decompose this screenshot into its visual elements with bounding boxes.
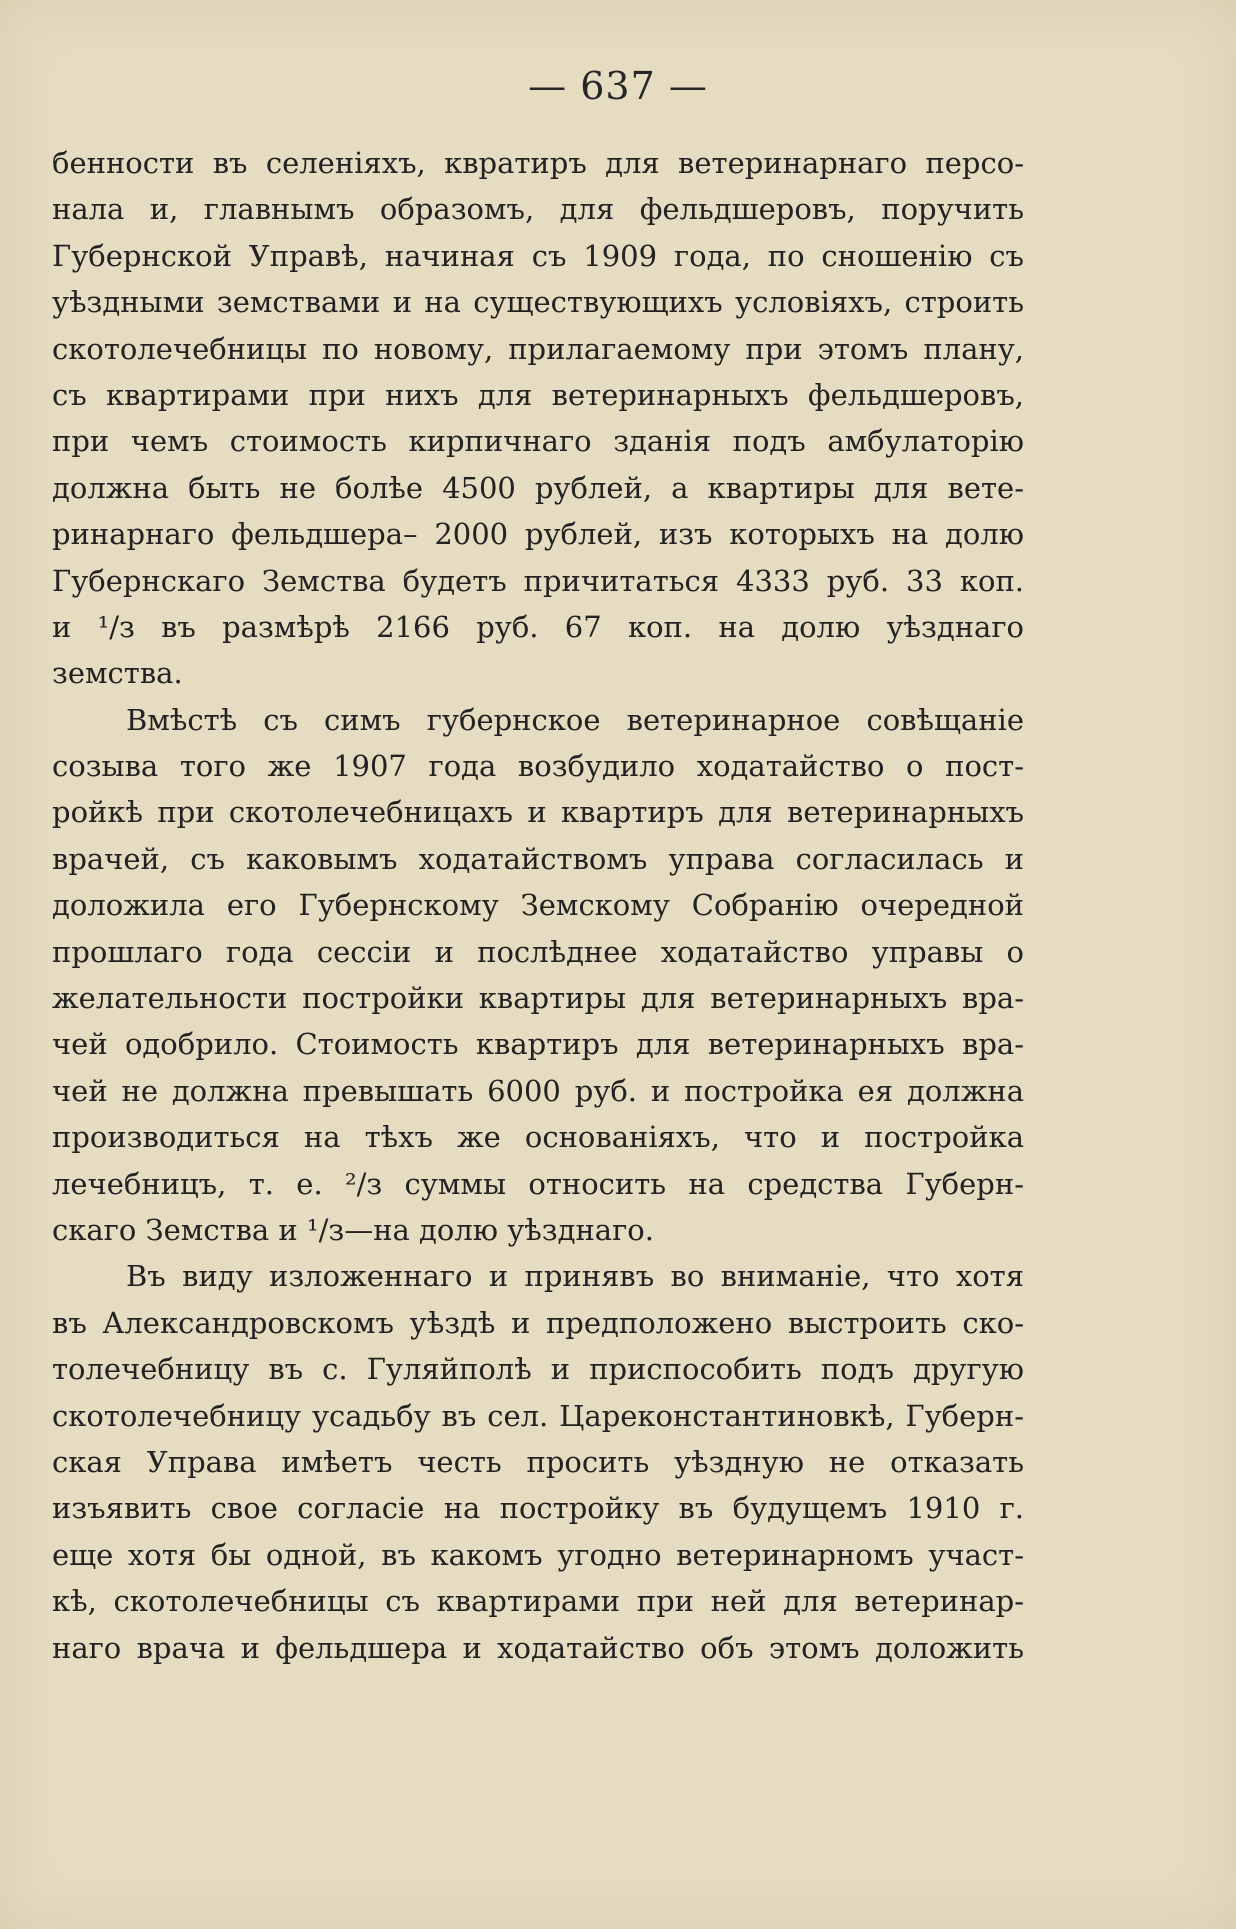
- text-line: толечебницу въ с. Гуляйполѣ и приспособить подъ другую: [52, 1352, 1024, 1387]
- text-line: доложила его Губернскому Земскому Собранію очередной: [52, 888, 1024, 923]
- text-line: съ квартирами при нихъ для ветеринарныхъ фельдшеровъ,: [52, 377, 1024, 412]
- text-line: земства.: [52, 656, 183, 691]
- text-line: ская Управа имѣетъ честь просить уѣздную не отказать: [52, 1444, 1024, 1479]
- text-line: чей не должна превышать 6000 руб. и постройка ея должна: [52, 1073, 1024, 1108]
- text-line: и ¹/з въ размѣрѣ 2166 руб. 67 коп. на долю уѣзднаго: [52, 609, 1024, 644]
- text-line: Губернской Управѣ, начиная съ 1909 года, по сношенію съ: [52, 238, 1024, 273]
- text-line: ринарнаго фельдшера– 2000 рублей, изъ которыхъ на долю: [52, 517, 1024, 552]
- text-line: производиться на тѣхъ же основаніяхъ, что и постройка: [52, 1120, 1024, 1155]
- text-line: скотолечебницы по новому, прилагаемому при этомъ плану,: [52, 331, 1024, 366]
- text-line: Губернскаго Земства будетъ причитаться 4333 руб. 33 коп.: [52, 563, 1024, 598]
- text-line: бенности въ селеніяхъ, квратиръ для ветеринарнаго персо-: [52, 146, 1024, 180]
- text-line: изъявить свое согласіе на постройку въ будущемъ 1910 г.: [52, 1491, 1024, 1526]
- text-line: въ Александровскомъ уѣздѣ и предположено выстроить ско-: [52, 1305, 1024, 1340]
- text-line: скотолечебницу усадьбу въ сел. Цареконстантиновкѣ, Губерн-: [52, 1398, 1024, 1433]
- text-line: чей одобрило. Стоимость квартиръ для ветеринарныхъ вра-: [52, 1027, 1024, 1062]
- page-number: — 637 —: [528, 64, 708, 108]
- text-line: еще хотя бы одной, въ какомъ угодно ветеринарномъ участ-: [52, 1537, 1024, 1572]
- text-line: должна быть не болѣе 4500 рублей, а квартиры для вете-: [52, 470, 1024, 505]
- body-text: [52, 140, 1024, 1671]
- text-line: врачей, съ каковымъ ходатайствомъ управа согласилась и: [52, 841, 1024, 876]
- text-line: желательности постройки квартиры для ветеринарныхъ вра-: [52, 981, 1024, 1016]
- text-line: Вмѣстѣ съ симъ губернское ветеринарное совѣщаніе: [126, 702, 1024, 737]
- text-line: скаго Земства и ¹/з—на долю уѣзднаго.: [52, 1212, 654, 1247]
- text-line: кѣ, скотолечебницы съ квартирами при ней для ветеринар-: [52, 1584, 1024, 1619]
- text-line: при чемъ стоимость кирпичнаго зданія подъ амбулаторію: [52, 424, 1024, 459]
- text-line: лечебницъ, т. е. ²/з суммы относить на средства Губерн-: [52, 1166, 1024, 1201]
- text-line: прошлаго года сессіи и послѣднее ходатайство управы о: [52, 934, 1024, 969]
- text-line: ройкѣ при скотолечебницахъ и квартиръ для ветеринарныхъ: [52, 795, 1024, 830]
- text-line: Въ виду изложеннаго и принявъ во вниманіе, что хотя: [126, 1259, 1024, 1294]
- text-line: созыва того же 1907 года возбудило ходатайство о пост-: [52, 749, 1024, 784]
- text-line: уѣздными земствами и на существующихъ условіяхъ, строить: [52, 285, 1024, 320]
- text-line: наго врача и фельдшера и ходатайство объ этомъ доложить: [52, 1630, 1024, 1665]
- text-line: нала и, главнымъ образомъ, для фельдшеровъ, поручить: [52, 192, 1024, 227]
